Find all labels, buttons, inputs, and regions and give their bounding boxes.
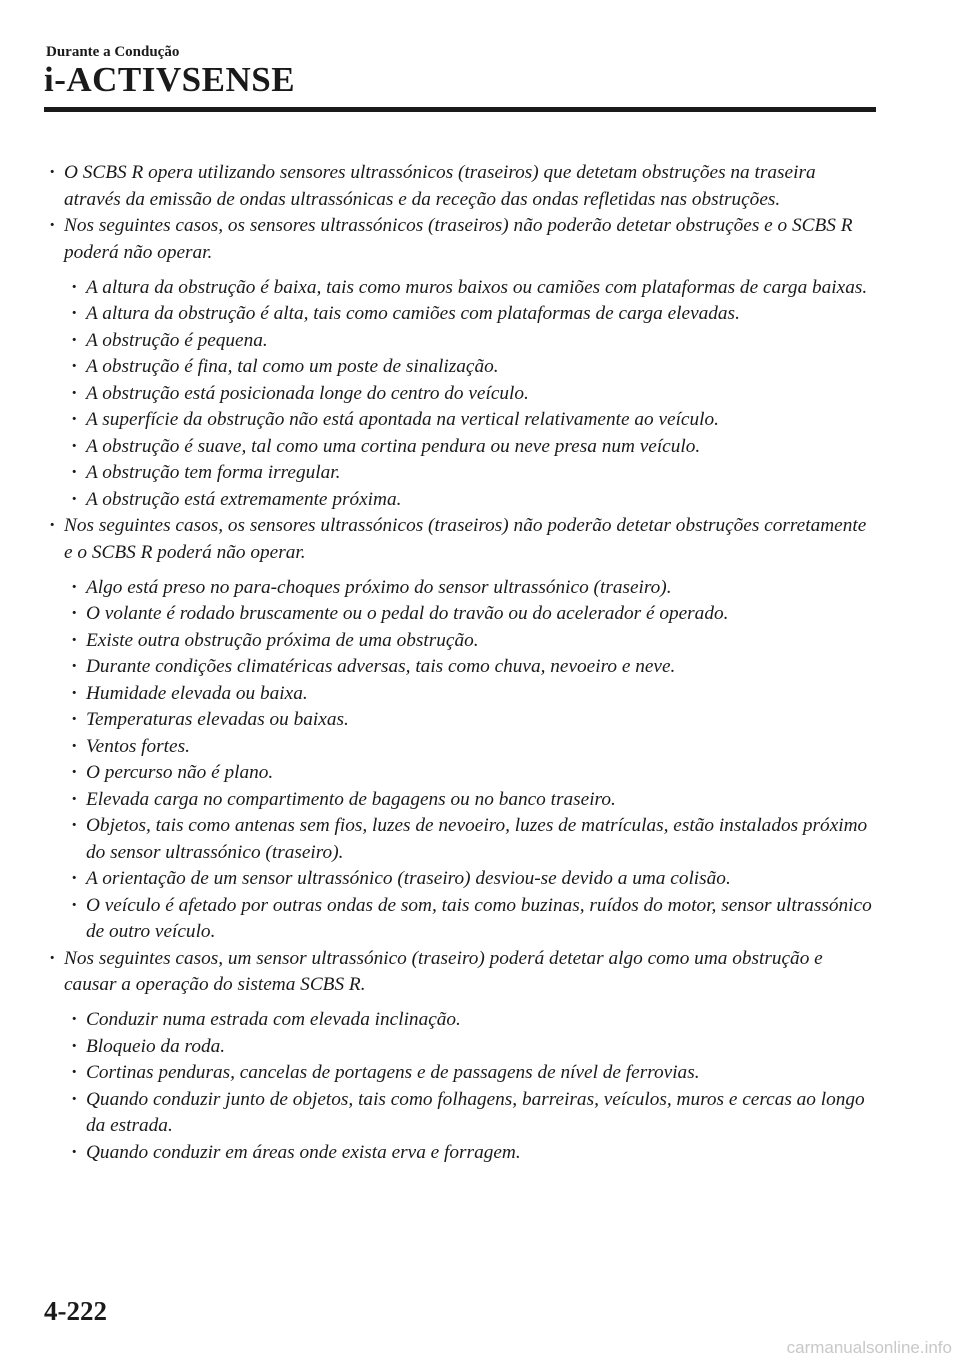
sub-bullet: · A obstrução é suave, tal como uma cortina pendura ou neve presa num veículo. [46,434,876,461]
sub-bullet: · Quando conduzir junto de objetos, tais como folhagens, barreiras, veículos, muros e cercas ao longo da estrada. [46,1087,876,1140]
sub-bullet: · O volante é rodado bruscamente ou o pedal do travão ou do acelerador é operado. [46,601,876,628]
sub-bullet: · Conduzir numa estrada com elevada inclinação. [46,1007,876,1034]
section-label: Durante a Condução [46,44,180,60]
sub-bullet: · A superfície da obstrução não está apontada na vertical relativamente ao veículo. [46,407,876,434]
sub-bullet: · Durante condições climatéricas adversas, tais como chuva, nevoeiro e neve. [46,654,876,681]
spacer [46,266,876,275]
sub-bullet: · A obstrução é fina, tal como um poste de sinalização. [46,354,876,381]
sub-bullet: · A obstrução está extremamente próxima. [46,487,876,514]
sub-bullet: · Algo está preso no para-choques próximo do sensor ultrassónico (traseiro). [46,575,876,602]
sub-bullet: · Elevada carga no compartimento de bagagens ou no banco traseiro. [46,787,876,814]
sub-bullet: · O percurso não é plano. [46,760,876,787]
sub-bullet: · A obstrução está posicionada longe do centro do veículo. [46,381,876,408]
spacer [46,566,876,575]
sub-bullet: · Humidade elevada ou baixa. [46,681,876,708]
sub-bullet: · Ventos fortes. [46,734,876,761]
sub-bullet: · A obstrução é pequena. [46,328,876,355]
sub-bullet: · Temperaturas elevadas ou baixas. [46,707,876,734]
sub-bullet: · Bloqueio da roda. [46,1034,876,1061]
sub-bullet: · Objetos, tais como antenas sem fios, luzes de nevoeiro, luzes de matrículas, estão instalados próximo do sensor ultrassónico (traseiro). [46,813,876,866]
watermark: carmanualsonline.info [786,1338,952,1357]
bullet-paragraph: · Nos seguintes casos, os sensores ultrassónicos (traseiros) não poderão detetar obstruções e o SCBS R poderá não operar. [46,213,876,266]
page-number: 4-222 [44,1296,107,1326]
sub-bullet: · A orientação de um sensor ultrassónico (traseiro) desviou-se devido a uma colisão. [46,866,876,893]
page-content [46,160,876,1166]
bullet-paragraph: · Nos seguintes casos, um sensor ultrassónico (traseiro) poderá detetar algo como uma obstrução e causar a operação do sistema SCBS R. [46,946,876,999]
sub-bullet: · A altura da obstrução é alta, tais como camiões com plataformas de carga elevadas. [46,301,876,328]
page-title: i-ACTIVSENSE [44,60,296,99]
spacer [46,999,876,1008]
sub-bullet: · O veículo é afetado por outras ondas de som, tais como buzinas, ruídos do motor, sensor ultrassónico de outro veículo. [46,893,876,946]
sub-bullet: · Cortinas penduras, cancelas de portagens e de passagens de nível de ferrovias. [46,1060,876,1087]
bullet-paragraph: · Nos seguintes casos, os sensores ultrassónicos (traseiros) não poderão detetar obstruções corretamente e o SCBS R poderá não operar. [46,513,876,566]
sub-bullet: · Existe outra obstrução próxima de uma obstrução. [46,628,876,655]
header-rule [44,107,876,112]
sub-bullet: · A altura da obstrução é baixa, tais como muros baixos ou camiões com plataformas de carga baixas. [46,275,876,302]
sub-bullet: · A obstrução tem forma irregular. [46,460,876,487]
sub-bullet: · Quando conduzir em áreas onde exista erva e forragem. [46,1140,876,1167]
bullet-paragraph: · O SCBS R opera utilizando sensores ultrassónicos (traseiros) que detetam obstruções na traseira através da emissão de ondas ultrassónicas e da receção das ondas refletidas nas obstruções. [46,160,876,213]
